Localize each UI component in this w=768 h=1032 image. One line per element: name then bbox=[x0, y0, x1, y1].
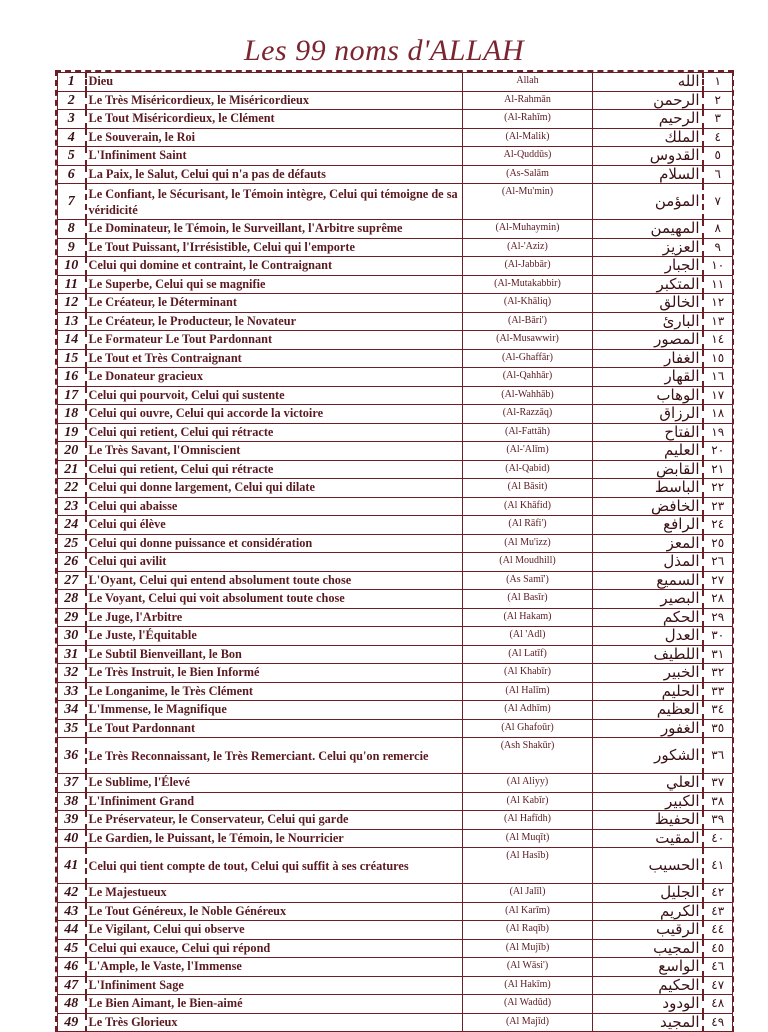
arabic-name: البارئ bbox=[593, 312, 703, 331]
transliteration: (Al Wadūd) bbox=[463, 995, 593, 1014]
french-meaning: L'Infiniment Saint bbox=[86, 147, 463, 166]
table-row bbox=[58, 147, 733, 166]
french-meaning: Le Créateur, le Producteur, le Novateur bbox=[86, 312, 463, 331]
table-row bbox=[58, 939, 733, 958]
arabic-number: ٢٢ bbox=[703, 479, 733, 498]
row-number: 45 bbox=[58, 939, 86, 958]
arabic-number: ٢٣ bbox=[703, 497, 733, 516]
transliteration: (Al Muqīt) bbox=[463, 829, 593, 848]
transliteration: (Al Bāsit) bbox=[463, 479, 593, 498]
transliteration: (Al Latīf) bbox=[463, 645, 593, 664]
french-meaning: Le Tout Puissant, l'Irrésistible, Celui qui l'emporte bbox=[86, 238, 463, 257]
transliteration: (Al Ghafoūr) bbox=[463, 719, 593, 738]
french-meaning: Dieu bbox=[86, 73, 463, 92]
arabic-number: ٣٩ bbox=[703, 811, 733, 830]
transliteration: (Al-'Aziz) bbox=[463, 238, 593, 257]
table-row bbox=[58, 829, 733, 848]
table-row bbox=[58, 701, 733, 720]
table-row bbox=[58, 627, 733, 646]
transliteration: (Al-Bāri') bbox=[463, 312, 593, 331]
page-title: Les 99 noms d'ALLAH bbox=[243, 34, 525, 67]
arabic-number: ١٢ bbox=[703, 294, 733, 313]
row-number: 8 bbox=[58, 220, 86, 239]
arabic-number: ٢٠ bbox=[703, 442, 733, 461]
transliteration: (Al 'Adl) bbox=[463, 627, 593, 646]
table-row bbox=[58, 645, 733, 664]
arabic-name: اللطيف bbox=[593, 645, 703, 664]
french-meaning: Le Majestueux bbox=[86, 884, 463, 903]
names-table bbox=[55, 70, 734, 1032]
french-meaning: Celui qui tient compte de tout, Celui qui suffit à ses créatures bbox=[86, 848, 463, 884]
arabic-name: المذل bbox=[593, 553, 703, 572]
french-meaning: L'Infiniment Grand bbox=[86, 792, 463, 811]
row-number: 39 bbox=[58, 811, 86, 830]
arabic-name: الواسع bbox=[593, 958, 703, 977]
transliteration: (Al-Mu'min) bbox=[463, 184, 593, 220]
table-row bbox=[58, 331, 733, 350]
arabic-number: ٣٥ bbox=[703, 719, 733, 738]
row-number: 26 bbox=[58, 553, 86, 572]
transliteration: (Al Raqīb) bbox=[463, 921, 593, 940]
row-number: 46 bbox=[58, 958, 86, 977]
arabic-name: الرحمن bbox=[593, 91, 703, 110]
arabic-number: ١٩ bbox=[703, 423, 733, 442]
row-number: 47 bbox=[58, 976, 86, 995]
french-meaning: Le Longanime, le Très Clément bbox=[86, 682, 463, 701]
french-meaning: Le Très Miséricordieux, le Miséricordieux bbox=[86, 91, 463, 110]
table-row bbox=[58, 921, 733, 940]
french-meaning: Le Tout Pardonnant bbox=[86, 719, 463, 738]
transliteration: (Al-Ghaffār) bbox=[463, 349, 593, 368]
arabic-number: ٢ bbox=[703, 91, 733, 110]
table-row bbox=[58, 902, 733, 921]
arabic-name: المصور bbox=[593, 331, 703, 350]
row-number: 13 bbox=[58, 312, 86, 331]
french-meaning: Celui qui élève bbox=[86, 516, 463, 535]
row-number: 33 bbox=[58, 682, 86, 701]
transliteration: (Al-Musawwir) bbox=[463, 331, 593, 350]
french-meaning: Celui qui pourvoit, Celui qui sustente bbox=[86, 386, 463, 405]
arabic-name: البصير bbox=[593, 590, 703, 609]
transliteration: (Al-Qahhār) bbox=[463, 368, 593, 387]
table-row bbox=[58, 165, 733, 184]
arabic-number: ٤٦ bbox=[703, 958, 733, 977]
french-meaning: Celui qui domine et contraint, le Contraignant bbox=[86, 257, 463, 276]
table-row bbox=[58, 571, 733, 590]
arabic-name: الحسيب bbox=[593, 848, 703, 884]
row-number: 6 bbox=[58, 165, 86, 184]
arabic-number: ٧ bbox=[703, 184, 733, 220]
row-number: 1 bbox=[58, 73, 86, 92]
arabic-number: ٤٩ bbox=[703, 1013, 733, 1032]
french-meaning: Le Créateur, le Déterminant bbox=[86, 294, 463, 313]
transliteration: (Al Karīm) bbox=[463, 902, 593, 921]
arabic-name: الرزاق bbox=[593, 405, 703, 424]
arabic-name: الرقيب bbox=[593, 921, 703, 940]
french-meaning: L'Infiniment Sage bbox=[86, 976, 463, 995]
table-row bbox=[58, 368, 733, 387]
table-row bbox=[58, 774, 733, 793]
arabic-name: العظيم bbox=[593, 701, 703, 720]
table-row bbox=[58, 386, 733, 405]
transliteration: (Al-Jabbār) bbox=[463, 257, 593, 276]
row-number: 36 bbox=[58, 738, 86, 774]
arabic-number: ٣٢ bbox=[703, 664, 733, 683]
arabic-name: السميع bbox=[593, 571, 703, 590]
arabic-number: ١٥ bbox=[703, 349, 733, 368]
row-number: 42 bbox=[58, 884, 86, 903]
french-meaning: Le Préservateur, le Conservateur, Celui qui garde bbox=[86, 811, 463, 830]
row-number: 11 bbox=[58, 275, 86, 294]
arabic-number: ٣ bbox=[703, 110, 733, 129]
french-meaning: Le Subtil Bienveillant, le Bon bbox=[86, 645, 463, 664]
french-meaning: L'Oyant, Celui qui entend absolument toute chose bbox=[86, 571, 463, 590]
arabic-name: الجليل bbox=[593, 884, 703, 903]
table-row bbox=[58, 312, 733, 331]
table-row bbox=[58, 738, 733, 774]
table-row bbox=[58, 405, 733, 424]
arabic-number: ٣٣ bbox=[703, 682, 733, 701]
row-number: 41 bbox=[58, 848, 86, 884]
table-row bbox=[58, 275, 733, 294]
table-row bbox=[58, 534, 733, 553]
row-number: 22 bbox=[58, 479, 86, 498]
arabic-name: العليم bbox=[593, 442, 703, 461]
row-number: 48 bbox=[58, 995, 86, 1014]
arabic-number: ٢٥ bbox=[703, 534, 733, 553]
row-number: 25 bbox=[58, 534, 86, 553]
table-row bbox=[58, 220, 733, 239]
arabic-name: الخافض bbox=[593, 497, 703, 516]
arabic-number: ٣٧ bbox=[703, 774, 733, 793]
french-meaning: Le Tout Miséricordieux, le Clément bbox=[86, 110, 463, 129]
arabic-name: المقيت bbox=[593, 829, 703, 848]
transliteration: (Al-Malik) bbox=[463, 128, 593, 147]
table-row bbox=[58, 553, 733, 572]
arabic-number: ٣٨ bbox=[703, 792, 733, 811]
table-row bbox=[58, 664, 733, 683]
transliteration: (Al Aliyy) bbox=[463, 774, 593, 793]
arabic-number: ١٤ bbox=[703, 331, 733, 350]
row-number: 31 bbox=[58, 645, 86, 664]
arabic-name: الشكور bbox=[593, 738, 703, 774]
arabic-number: ١٠ bbox=[703, 257, 733, 276]
french-meaning: Le Formateur Le Tout Pardonnant bbox=[86, 331, 463, 350]
table-row bbox=[58, 995, 733, 1014]
transliteration: (Ash Shakūr) bbox=[463, 738, 593, 774]
transliteration: (Al Hakīm) bbox=[463, 976, 593, 995]
row-number: 38 bbox=[58, 792, 86, 811]
row-number: 7 bbox=[58, 184, 86, 220]
arabic-number: ٤٢ bbox=[703, 884, 733, 903]
arabic-name: الوهاب bbox=[593, 386, 703, 405]
row-number: 34 bbox=[58, 701, 86, 720]
transliteration: (Al-'Alīm) bbox=[463, 442, 593, 461]
row-number: 29 bbox=[58, 608, 86, 627]
row-number: 3 bbox=[58, 110, 86, 129]
transliteration: (Al-Qabid) bbox=[463, 460, 593, 479]
french-meaning: Le Très Reconnaissant, le Très Remerciant. Celui qu'on remercie bbox=[86, 738, 463, 774]
row-number: 35 bbox=[58, 719, 86, 738]
arabic-name: الفتاح bbox=[593, 423, 703, 442]
table-row bbox=[58, 128, 733, 147]
french-meaning: Celui qui avilit bbox=[86, 553, 463, 572]
table-row bbox=[58, 73, 733, 92]
table-row bbox=[58, 811, 733, 830]
row-number: 28 bbox=[58, 590, 86, 609]
arabic-name: الباسط bbox=[593, 479, 703, 498]
table-row bbox=[58, 590, 733, 609]
row-number: 49 bbox=[58, 1013, 86, 1032]
table-row bbox=[58, 719, 733, 738]
french-meaning: Celui qui ouvre, Celui qui accorde la victoire bbox=[86, 405, 463, 424]
arabic-name: الخالق bbox=[593, 294, 703, 313]
row-number: 23 bbox=[58, 497, 86, 516]
arabic-number: ٢٧ bbox=[703, 571, 733, 590]
transliteration: Allah bbox=[463, 73, 593, 92]
arabic-name: الخبير bbox=[593, 664, 703, 683]
row-number: 14 bbox=[58, 331, 86, 350]
row-number: 32 bbox=[58, 664, 86, 683]
french-meaning: Celui qui donne largement, Celui qui dilate bbox=[86, 479, 463, 498]
arabic-number: ٤١ bbox=[703, 848, 733, 884]
row-number: 5 bbox=[58, 147, 86, 166]
arabic-name: الرحيم bbox=[593, 110, 703, 129]
arabic-name: العزيز bbox=[593, 238, 703, 257]
arabic-number: ١٧ bbox=[703, 386, 733, 405]
transliteration: Al-Quddūs) bbox=[463, 147, 593, 166]
french-meaning: Le Très Savant, l'Omniscient bbox=[86, 442, 463, 461]
arabic-number: ١٨ bbox=[703, 405, 733, 424]
arabic-name: الغفار bbox=[593, 349, 703, 368]
french-meaning: Le Bien Aimant, le Bien-aimé bbox=[86, 995, 463, 1014]
french-meaning: Le Juge, l'Arbitre bbox=[86, 608, 463, 627]
table-row bbox=[58, 976, 733, 995]
table-row bbox=[58, 516, 733, 535]
arabic-name: السلام bbox=[593, 165, 703, 184]
transliteration: (Al Hasīb) bbox=[463, 848, 593, 884]
row-number: 17 bbox=[58, 386, 86, 405]
french-meaning: Le Gardien, le Puissant, le Témoin, le Nourricier bbox=[86, 829, 463, 848]
french-meaning: Celui qui retient, Celui qui rétracte bbox=[86, 460, 463, 479]
french-meaning: Le Souverain, le Roi bbox=[86, 128, 463, 147]
arabic-name: المتكبر bbox=[593, 275, 703, 294]
french-meaning: La Paix, le Salut, Celui qui n'a pas de défauts bbox=[86, 165, 463, 184]
french-meaning: L'Immense, le Magnifique bbox=[86, 701, 463, 720]
arabic-name: المجيد bbox=[593, 1013, 703, 1032]
row-number: 37 bbox=[58, 774, 86, 793]
arabic-name: المجيب bbox=[593, 939, 703, 958]
table-row bbox=[58, 479, 733, 498]
transliteration: (Al Adhīm) bbox=[463, 701, 593, 720]
transliteration: (Al-Fattāh) bbox=[463, 423, 593, 442]
transliteration: (Al Rāfi') bbox=[463, 516, 593, 535]
arabic-name: الكبير bbox=[593, 792, 703, 811]
arabic-number: ١ bbox=[703, 73, 733, 92]
arabic-number: ٤٣ bbox=[703, 902, 733, 921]
table-row bbox=[58, 110, 733, 129]
arabic-number: ٤٥ bbox=[703, 939, 733, 958]
row-number: 19 bbox=[58, 423, 86, 442]
transliteration: (Al Wāsi') bbox=[463, 958, 593, 977]
arabic-name: الحكيم bbox=[593, 976, 703, 995]
transliteration: (Al Hafīdh) bbox=[463, 811, 593, 830]
arabic-name: القدوس bbox=[593, 147, 703, 166]
arabic-name: الحكم bbox=[593, 608, 703, 627]
table-row bbox=[58, 608, 733, 627]
transliteration: (Al Mu'izz) bbox=[463, 534, 593, 553]
french-meaning: Le Donateur gracieux bbox=[86, 368, 463, 387]
arabic-number: ١١ bbox=[703, 275, 733, 294]
arabic-number: ٢٤ bbox=[703, 516, 733, 535]
french-meaning: Le Voyant, Celui qui voit absolument toute chose bbox=[86, 590, 463, 609]
arabic-number: ٤ bbox=[703, 128, 733, 147]
arabic-name: الرافع bbox=[593, 516, 703, 535]
arabic-number: ١٦ bbox=[703, 368, 733, 387]
row-number: 20 bbox=[58, 442, 86, 461]
arabic-number: ١٣ bbox=[703, 312, 733, 331]
arabic-number: ٣٦ bbox=[703, 738, 733, 774]
table-row bbox=[58, 349, 733, 368]
transliteration: (Al-Khāliq) bbox=[463, 294, 593, 313]
row-number: 24 bbox=[58, 516, 86, 535]
arabic-name: العدل bbox=[593, 627, 703, 646]
row-number: 15 bbox=[58, 349, 86, 368]
arabic-number: ٢٦ bbox=[703, 553, 733, 572]
transliteration: (Al-Razzāq) bbox=[463, 405, 593, 424]
row-number: 12 bbox=[58, 294, 86, 313]
table-row bbox=[58, 423, 733, 442]
arabic-name: الملك bbox=[593, 128, 703, 147]
row-number: 16 bbox=[58, 368, 86, 387]
transliteration: (Al Majīd) bbox=[463, 1013, 593, 1032]
arabic-number: ٢٨ bbox=[703, 590, 733, 609]
french-meaning: Le Superbe, Celui qui se magnifie bbox=[86, 275, 463, 294]
arabic-name: الجبار bbox=[593, 257, 703, 276]
table-row bbox=[58, 91, 733, 110]
transliteration: (Al Kabīr) bbox=[463, 792, 593, 811]
arabic-name: القهار bbox=[593, 368, 703, 387]
table-row bbox=[58, 1013, 733, 1032]
row-number: 30 bbox=[58, 627, 86, 646]
french-meaning: Celui qui retient, Celui qui rétracte bbox=[86, 423, 463, 442]
row-number: 21 bbox=[58, 460, 86, 479]
table-row bbox=[58, 184, 733, 220]
french-meaning: Le Tout Généreux, le Noble Généreux bbox=[86, 902, 463, 921]
transliteration: Al-Rahmān bbox=[463, 91, 593, 110]
french-meaning: Le Juste, l'Équitable bbox=[86, 627, 463, 646]
arabic-name: العلي bbox=[593, 774, 703, 793]
arabic-name: الله bbox=[593, 73, 703, 92]
arabic-number: ٦ bbox=[703, 165, 733, 184]
arabic-number: ٨ bbox=[703, 220, 733, 239]
transliteration: (As Samī') bbox=[463, 571, 593, 590]
arabic-number: ٤٠ bbox=[703, 829, 733, 848]
french-meaning: Le Très Instruit, le Bien Informé bbox=[86, 664, 463, 683]
table-row bbox=[58, 294, 733, 313]
table-row bbox=[58, 238, 733, 257]
arabic-name: المهيمن bbox=[593, 220, 703, 239]
transliteration: (Al Hakam) bbox=[463, 608, 593, 627]
transliteration: (Al Khāfid) bbox=[463, 497, 593, 516]
table-row bbox=[58, 257, 733, 276]
arabic-name: المعز bbox=[593, 534, 703, 553]
arabic-name: الحليم bbox=[593, 682, 703, 701]
french-meaning: Le Très Glorieux bbox=[86, 1013, 463, 1032]
row-number: 10 bbox=[58, 257, 86, 276]
row-number: 2 bbox=[58, 91, 86, 110]
row-number: 4 bbox=[58, 128, 86, 147]
table-row bbox=[58, 848, 733, 884]
french-meaning: Le Vigilant, Celui qui observe bbox=[86, 921, 463, 940]
arabic-name: الكريم bbox=[593, 902, 703, 921]
arabic-number: ٣٤ bbox=[703, 701, 733, 720]
table-row bbox=[58, 497, 733, 516]
transliteration: (Al-Rahīm) bbox=[463, 110, 593, 129]
transliteration: (Al Khabīr) bbox=[463, 664, 593, 683]
transliteration: (Al-Wahhāb) bbox=[463, 386, 593, 405]
transliteration: (Al-Mutakabbir) bbox=[463, 275, 593, 294]
transliteration: (Al Mujīb) bbox=[463, 939, 593, 958]
table-row bbox=[58, 682, 733, 701]
row-number: 9 bbox=[58, 238, 86, 257]
arabic-name: الحفيظ bbox=[593, 811, 703, 830]
french-meaning: Le Confiant, le Sécurisant, le Témoin intègre, Celui qui témoigne de sa véridicité bbox=[86, 184, 463, 220]
arabic-name: المؤمن bbox=[593, 184, 703, 220]
transliteration: (Al Halīm) bbox=[463, 682, 593, 701]
row-number: 40 bbox=[58, 829, 86, 848]
french-meaning: Le Sublime, l'Élevé bbox=[86, 774, 463, 793]
transliteration: (Al Jalīl) bbox=[463, 884, 593, 903]
french-meaning: Le Tout et Très Contraignant bbox=[86, 349, 463, 368]
transliteration: (Al-Muhaymin) bbox=[463, 220, 593, 239]
arabic-number: ٣١ bbox=[703, 645, 733, 664]
table-row bbox=[58, 792, 733, 811]
row-number: 43 bbox=[58, 902, 86, 921]
transliteration: (As-Salām bbox=[463, 165, 593, 184]
table-row bbox=[58, 442, 733, 461]
transliteration: (Al Moudhill) bbox=[463, 553, 593, 572]
row-number: 44 bbox=[58, 921, 86, 940]
arabic-number: ٥ bbox=[703, 147, 733, 166]
row-number: 27 bbox=[58, 571, 86, 590]
transliteration: (Al Basīr) bbox=[463, 590, 593, 609]
arabic-number: ٢٩ bbox=[703, 608, 733, 627]
table-row bbox=[58, 884, 733, 903]
table-row bbox=[58, 460, 733, 479]
arabic-number: ٢١ bbox=[703, 460, 733, 479]
arabic-number: ٩ bbox=[703, 238, 733, 257]
french-meaning: Celui qui exauce, Celui qui répond bbox=[86, 939, 463, 958]
arabic-number: ٣٠ bbox=[703, 627, 733, 646]
arabic-number: ٤٨ bbox=[703, 995, 733, 1014]
arabic-name: الودود bbox=[593, 995, 703, 1014]
french-meaning: Celui qui donne puissance et considération bbox=[86, 534, 463, 553]
arabic-name: الغفور bbox=[593, 719, 703, 738]
french-meaning: Le Dominateur, le Témoin, le Surveillant, l'Arbitre suprême bbox=[86, 220, 463, 239]
arabic-number: ٤٧ bbox=[703, 976, 733, 995]
french-meaning: L'Ample, le Vaste, l'Immense bbox=[86, 958, 463, 977]
table-row bbox=[58, 958, 733, 977]
french-meaning: Celui qui abaisse bbox=[86, 497, 463, 516]
arabic-number: ٤٤ bbox=[703, 921, 733, 940]
arabic-name: القابض bbox=[593, 460, 703, 479]
row-number: 18 bbox=[58, 405, 86, 424]
